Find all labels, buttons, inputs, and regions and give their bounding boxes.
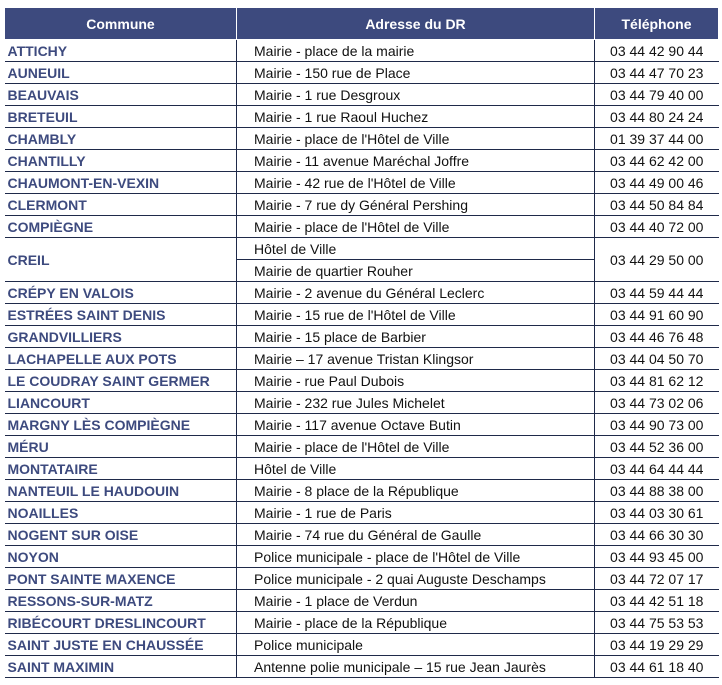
dr-table — [4, 7, 719, 678]
header-row — [5, 8, 719, 40]
adresse-cell: Mairie - 117 avenue Octave Butin — [237, 414, 595, 436]
adresse-cell: Mairie - 1 place de Verdun — [237, 590, 595, 612]
adresse-cell: Police municipale — [237, 634, 595, 656]
table-row — [5, 634, 719, 656]
adresse-cell: Mairie - place de la République — [237, 612, 595, 634]
table-row — [5, 524, 719, 546]
table-row — [5, 326, 719, 348]
header-commune: Commune — [5, 8, 237, 40]
table-row — [5, 414, 719, 436]
adresse-cell: Mairie - rue Paul Dubois — [237, 370, 595, 392]
table-row — [5, 436, 719, 458]
adresse-cell: Mairie - 1 rue Desgroux — [237, 84, 595, 106]
commune-cell: MONTATAIRE — [5, 458, 237, 480]
adresse-cell: Mairie - 150 rue de Place — [237, 62, 595, 84]
commune-cell: NOYON — [5, 546, 237, 568]
commune-cell: SAINT JUSTE EN CHAUSSÉE — [5, 634, 237, 656]
table-row — [5, 194, 719, 216]
telephone-cell: 03 44 29 50 00 — [595, 238, 719, 282]
table-body — [5, 40, 719, 678]
table-row — [5, 40, 719, 62]
commune-cell: RIBÉCOURT DRESLINCOURT — [5, 612, 237, 634]
table-row — [5, 172, 719, 194]
table-row — [5, 150, 719, 172]
telephone-cell: 03 44 64 44 44 — [595, 458, 719, 480]
telephone-cell: 03 44 52 36 00 — [595, 436, 719, 458]
commune-cell: BRETEUIL — [5, 106, 237, 128]
table-row — [5, 546, 719, 568]
adresse-cell: Mairie - 7 rue dy Général Pershing — [237, 194, 595, 216]
telephone-cell: 03 44 03 30 61 — [595, 502, 719, 524]
commune-cell: CHAUMONT-EN-VEXIN — [5, 172, 237, 194]
table-row — [5, 282, 719, 304]
commune-cell: COMPIÈGNE — [5, 216, 237, 238]
adresse-cell: Mairie - 1 rue Raoul Huchez — [237, 106, 595, 128]
table-row — [5, 62, 719, 84]
adresse-cell: Mairie - place de l'Hôtel de Ville — [237, 436, 595, 458]
table-row — [5, 612, 719, 634]
commune-cell: CLERMONT — [5, 194, 237, 216]
table-row — [5, 348, 719, 370]
adresse-cell: Mairie - place de l'Hôtel de Ville — [237, 216, 595, 238]
table-row — [5, 238, 719, 260]
table-row — [5, 370, 719, 392]
commune-cell: LIANCOURT — [5, 392, 237, 414]
commune-cell: CREIL — [5, 238, 237, 282]
commune-cell: MÉRU — [5, 436, 237, 458]
adresse-cell: Mairie - place de la mairie — [237, 40, 595, 62]
table-row — [5, 502, 719, 524]
telephone-cell: 03 44 42 90 44 — [595, 40, 719, 62]
adresse-cell: Mairie de quartier Rouher — [237, 260, 595, 282]
adresse-cell: Mairie – 17 avenue Tristan Klingsor — [237, 348, 595, 370]
telephone-cell: 03 44 75 53 53 — [595, 612, 719, 634]
commune-cell: RESSONS-SUR-MATZ — [5, 590, 237, 612]
telephone-cell: 01 39 37 44 00 — [595, 128, 719, 150]
telephone-cell: 03 44 46 76 48 — [595, 326, 719, 348]
telephone-cell: 03 44 73 02 06 — [595, 392, 719, 414]
telephone-cell: 03 44 50 84 84 — [595, 194, 719, 216]
commune-cell: MARGNY LÈS COMPIÈGNE — [5, 414, 237, 436]
commune-cell: CHAMBLY — [5, 128, 237, 150]
telephone-cell: 03 44 61 18 40 — [595, 656, 719, 678]
adresse-cell: Mairie - 15 place de Barbier — [237, 326, 595, 348]
telephone-cell: 03 44 88 38 00 — [595, 480, 719, 502]
dr-table-container — [4, 7, 718, 678]
table-row — [5, 106, 719, 128]
table-row — [5, 84, 719, 106]
telephone-cell: 03 44 91 60 90 — [595, 304, 719, 326]
commune-cell: AUNEUIL — [5, 62, 237, 84]
telephone-cell: 03 44 80 24 24 — [595, 106, 719, 128]
adresse-cell: Mairie - 1 rue de Paris — [237, 502, 595, 524]
adresse-cell: Mairie - 2 avenue du Général Leclerc — [237, 282, 595, 304]
adresse-cell: Antenne polie municipale – 15 rue Jean Jaurès — [237, 656, 595, 678]
telephone-cell: 03 44 62 42 00 — [595, 150, 719, 172]
table-row — [5, 304, 719, 326]
telephone-cell: 03 44 42 51 18 — [595, 590, 719, 612]
telephone-cell: 03 44 04 50 70 — [595, 348, 719, 370]
adresse-cell: Mairie - 15 rue de l'Hôtel de Ville — [237, 304, 595, 326]
telephone-cell: 03 44 72 07 17 — [595, 568, 719, 590]
adresse-cell: Hôtel de Ville — [237, 238, 595, 260]
table-row — [5, 568, 719, 590]
telephone-cell: 03 44 93 45 00 — [595, 546, 719, 568]
adresse-cell: Hôtel de Ville — [237, 458, 595, 480]
commune-cell: LACHAPELLE AUX POTS — [5, 348, 237, 370]
telephone-cell: 03 44 90 73 00 — [595, 414, 719, 436]
table-row — [5, 458, 719, 480]
commune-cell: LE COUDRAY SAINT GERMER — [5, 370, 237, 392]
adresse-cell: Mairie - place de l'Hôtel de Ville — [237, 128, 595, 150]
adresse-cell: Mairie - 232 rue Jules Michelet — [237, 392, 595, 414]
adresse-cell: Police municipale - 2 quai Auguste Deschamps — [237, 568, 595, 590]
table-row — [5, 480, 719, 502]
commune-cell: BEAUVAIS — [5, 84, 237, 106]
telephone-cell: 03 44 19 29 29 — [595, 634, 719, 656]
telephone-cell: 03 44 40 72 00 — [595, 216, 719, 238]
commune-cell: SAINT MAXIMIN — [5, 656, 237, 678]
table-row — [5, 656, 719, 678]
commune-cell: CHANTILLY — [5, 150, 237, 172]
adresse-cell: Police municipale - place de l'Hôtel de Ville — [237, 546, 595, 568]
table-row — [5, 216, 719, 238]
telephone-cell: 03 44 79 40 00 — [595, 84, 719, 106]
header-adresse: Adresse du DR — [237, 8, 595, 40]
adresse-cell: Mairie - 42 rue de l'Hôtel de Ville — [237, 172, 595, 194]
telephone-cell: 03 44 59 44 44 — [595, 282, 719, 304]
commune-cell: ESTRÉES SAINT DENIS — [5, 304, 237, 326]
header-telephone: Téléphone — [595, 8, 719, 40]
commune-cell: NOGENT SUR OISE — [5, 524, 237, 546]
commune-cell: NOAILLES — [5, 502, 237, 524]
table-row — [5, 128, 719, 150]
table-row — [5, 392, 719, 414]
commune-cell: CRÉPY EN VALOIS — [5, 282, 237, 304]
adresse-cell: Mairie - 74 rue du Général de Gaulle — [237, 524, 595, 546]
telephone-cell: 03 44 81 62 12 — [595, 370, 719, 392]
commune-cell: GRANDVILLIERS — [5, 326, 237, 348]
telephone-cell: 03 44 66 30 30 — [595, 524, 719, 546]
telephone-cell: 03 44 49 00 46 — [595, 172, 719, 194]
table-row — [5, 590, 719, 612]
commune-cell: NANTEUIL LE HAUDOUIN — [5, 480, 237, 502]
adresse-cell: Mairie - 11 avenue Maréchal Joffre — [237, 150, 595, 172]
commune-cell: ATTICHY — [5, 40, 237, 62]
adresse-cell: Mairie - 8 place de la République — [237, 480, 595, 502]
telephone-cell: 03 44 47 70 23 — [595, 62, 719, 84]
commune-cell: PONT SAINTE MAXENCE — [5, 568, 237, 590]
table-header — [5, 8, 719, 40]
